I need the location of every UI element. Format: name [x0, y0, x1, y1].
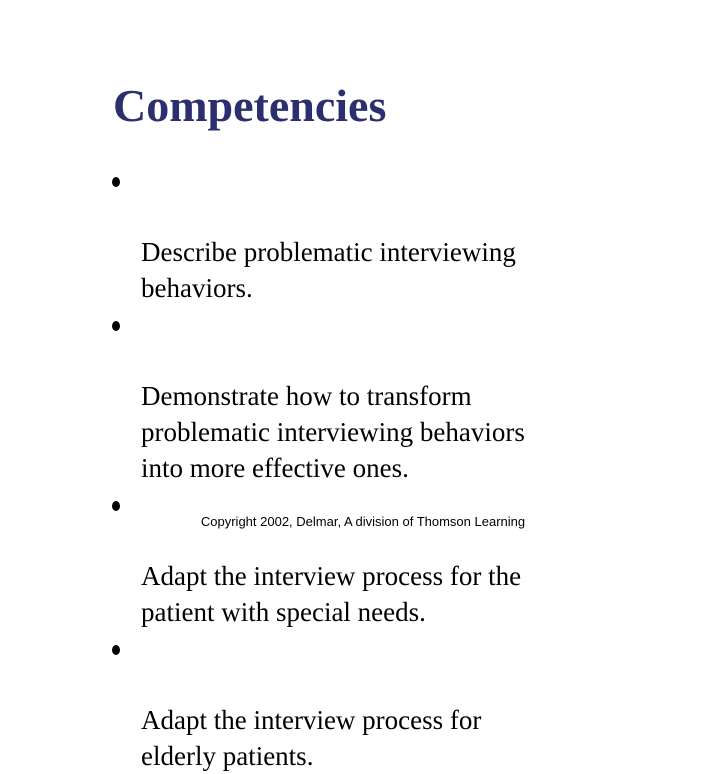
copyright-text: Copyright 2002, Delmar, A division of Thomson Learning [200, 514, 526, 529]
slide-title: Competencies [113, 80, 387, 131]
bullet-list [110, 162, 590, 774]
bullet-text: Adapt the interview process for the patient with special needs. [141, 561, 522, 627]
bullet-text: Describe problematic interviewing behaviors. [141, 237, 516, 303]
bullet-item [110, 162, 590, 306]
bullet-text: Demonstrate how to transform problematic interviewing behaviors into more effective ones. [141, 381, 525, 483]
bullet-text: Adapt the interview process for elderly patients. [141, 705, 482, 771]
bullet-item [110, 630, 590, 774]
bullet-dot-icon [112, 177, 120, 187]
bullet-dot-icon [112, 501, 120, 511]
bullet-item [110, 486, 590, 630]
copyright-footer [0, 514, 720, 530]
bullet-dot-icon [112, 645, 120, 655]
bullet-item [110, 306, 590, 486]
bullet-dot-icon [112, 321, 120, 331]
